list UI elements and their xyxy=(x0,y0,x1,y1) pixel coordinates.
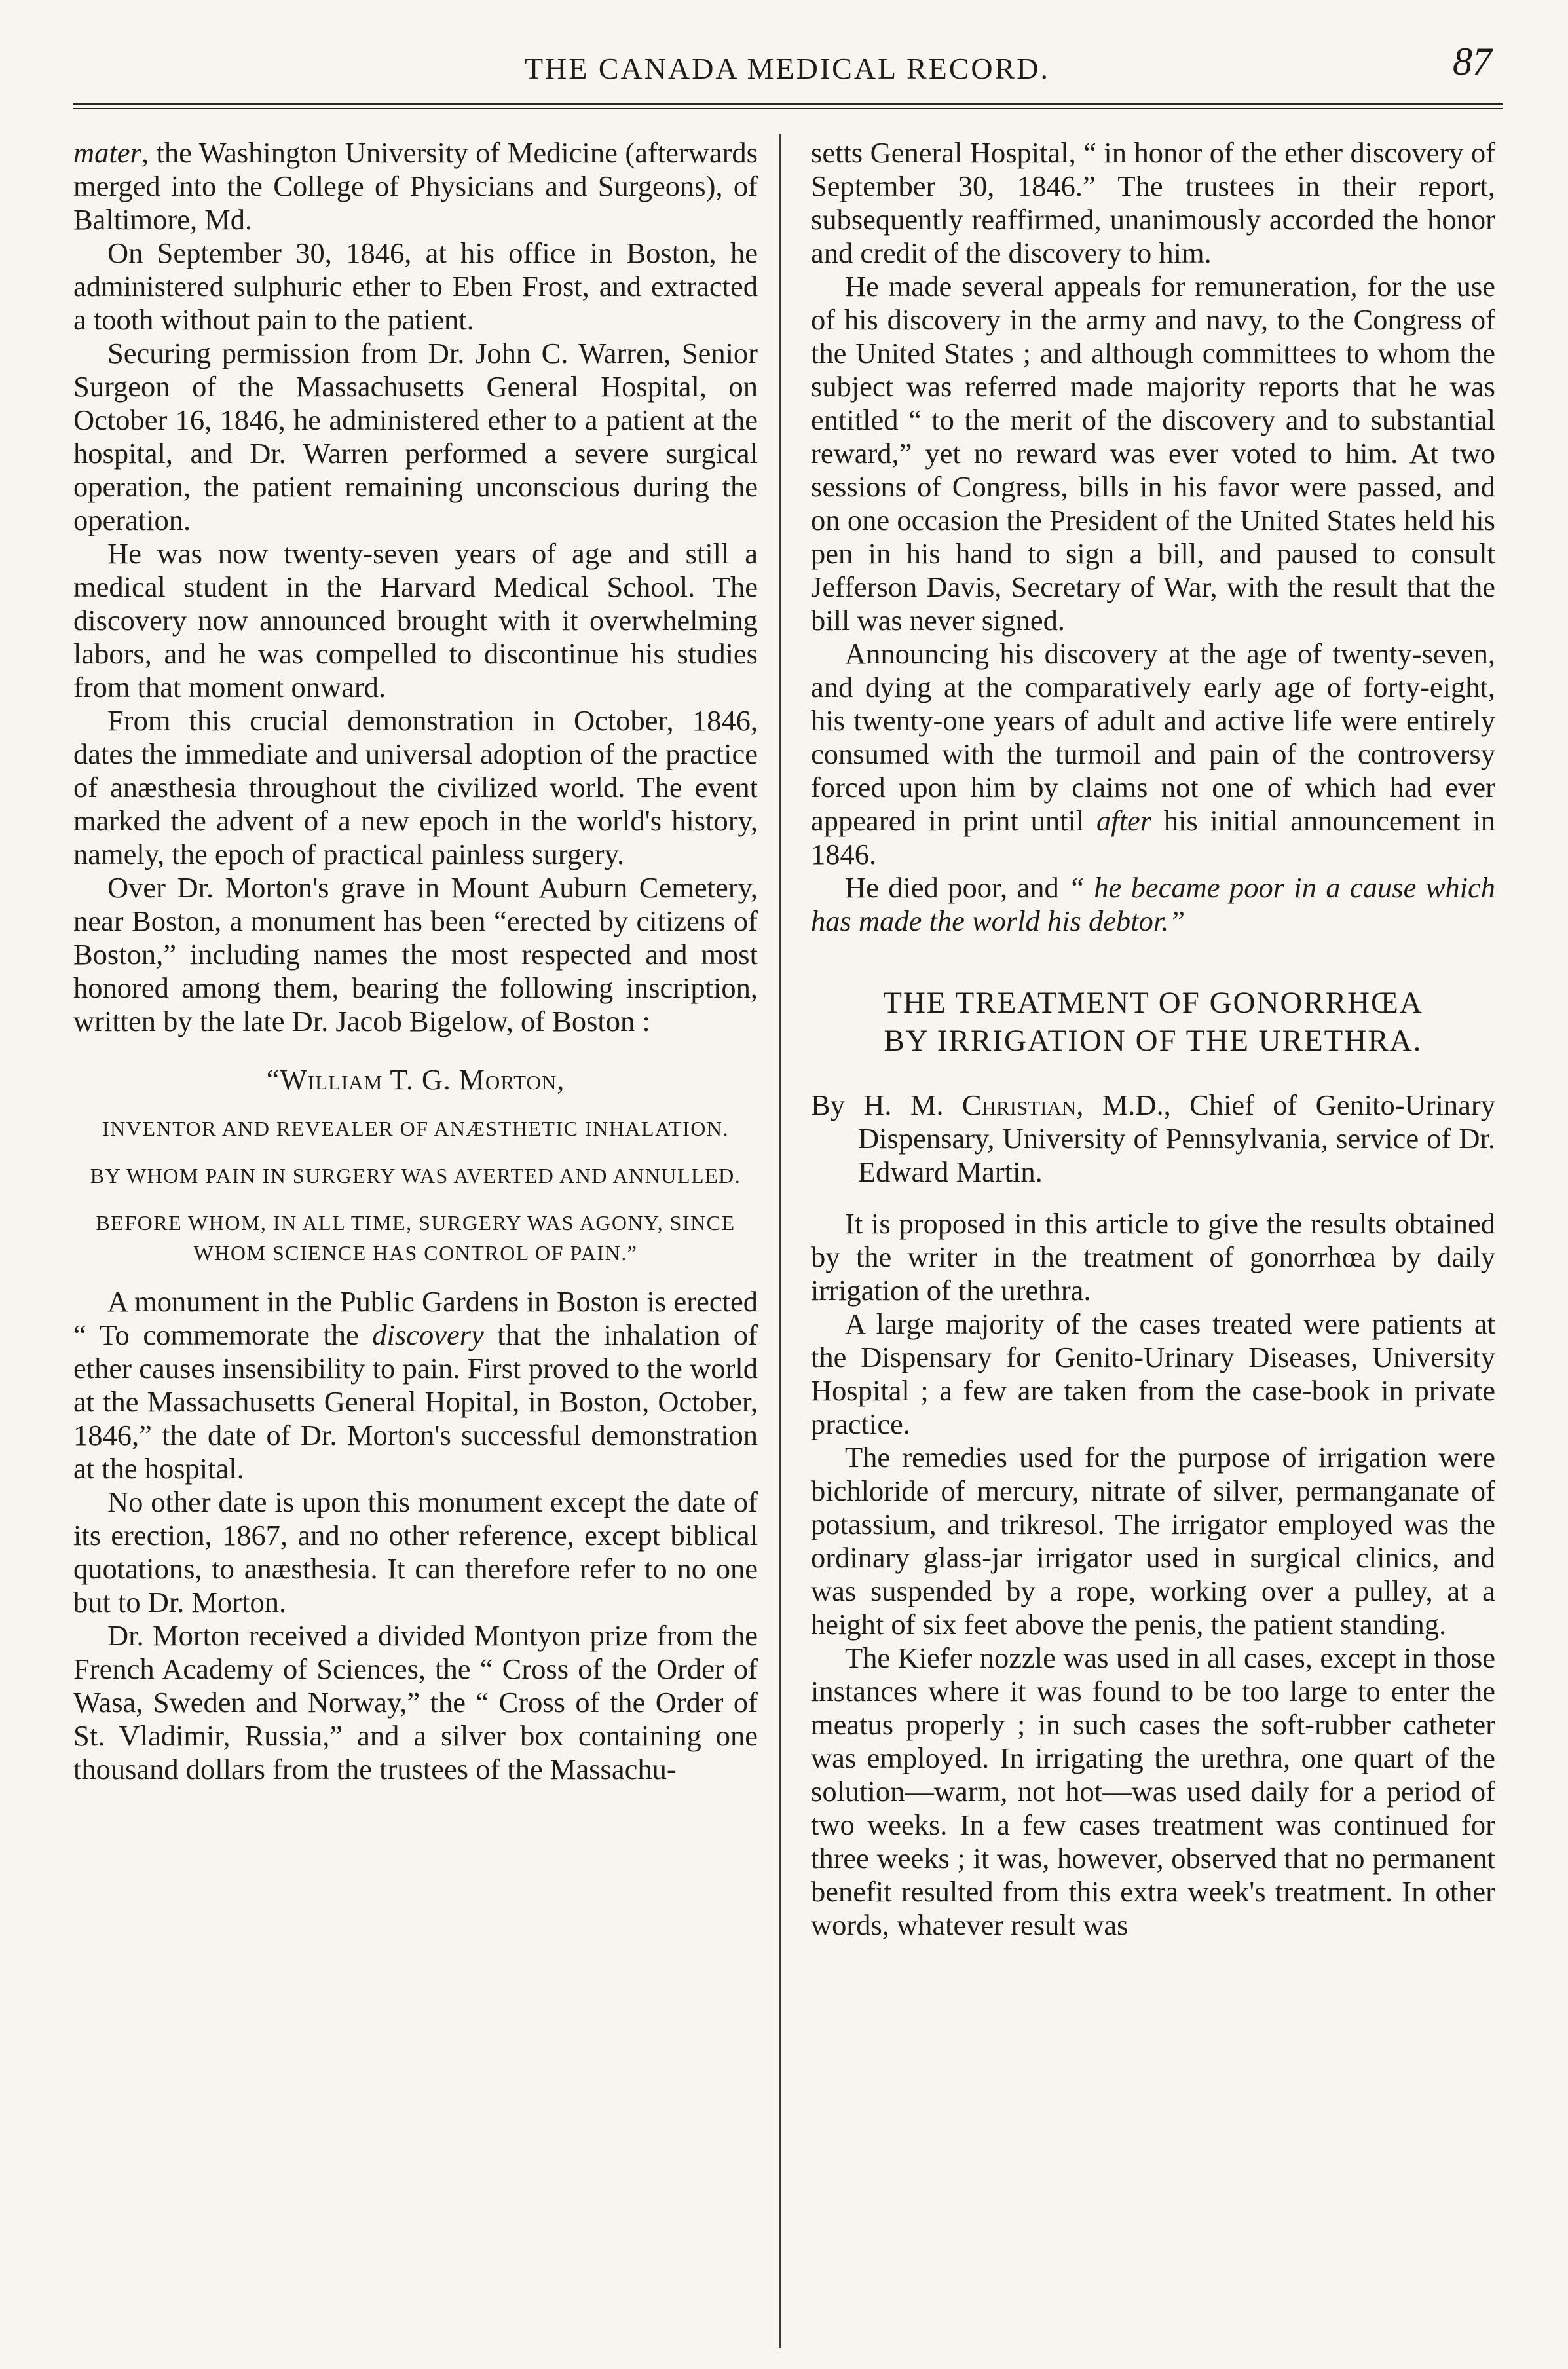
paragraph: Securing permission from Dr. John C. Warren, Senior Surgeon of the Massachusetts General Hospital, on October 16, 1846, he administered ether to a patient at the hospital, and Dr. Warren performed a severe surgical operation, the patient remaining unconscious during the operation. xyxy=(73,337,758,536)
italic-word: mater xyxy=(73,136,141,169)
inscription-line: INVENTOR AND REVEALER OF ANÆSTHETIC INHALATION. xyxy=(102,1117,729,1140)
paragraph: Dr. Morton received a divided Montyon prize from the French Academy of Sciences, the “ Cross of the Order of Wasa, Sweden and Norway,” the “ Cross of the Order of St. Vladimir, Russia,” and a silver box containing one thousand dollars from the trustees of the Massachu- xyxy=(73,1619,758,1785)
paragraph xyxy=(811,871,1495,938)
paragraph xyxy=(811,637,1495,871)
paragraph-text: Announcing his discovery at the age of twenty-seven, and dying at the comparatively early age of forty-eight, his twenty-one years of adult and active life were entirely consumed with the turmoil and pain of the controversy forced upon him by claims not one of which had ever appeared in print until xyxy=(811,637,1495,837)
paragraph-text: his initial announcement in 1846. xyxy=(811,804,1495,870)
paragraph-text: He died poor, and xyxy=(845,871,1069,904)
running-head xyxy=(79,39,1496,92)
article-title xyxy=(811,984,1495,1060)
paragraph: From this crucial demonstration in October, 1846, dates the immediate and universal adoption of the practice of anæsthesia throughout the civilized world. The event marked the advent of a new epoch in the world's history, namely, the epoch of practical painless surgery. xyxy=(73,704,758,870)
italic-word: after xyxy=(1096,804,1152,837)
paragraph: setts General Hospital, “ in honor of the ether discovery of September 30, 1846.” The trustees in their report, subsequently reaffirmed, unanimously accorded the honor and credit of the discovery to him. xyxy=(811,136,1495,269)
paragraph: No other date is upon this monument except the date of its erection, 1867, and no other reference, except biblical quotations, to anæsthesia. It can therefore refer to no one but to Dr. Morton. xyxy=(73,1485,758,1618)
paragraph-text: , the Washington University of Medicine (afterwards merged into the College of Physicians and Surgeons), of Baltimore, Md. xyxy=(73,136,758,236)
left-column xyxy=(73,136,758,1786)
paragraph: Over Dr. Morton's grave in Mount Auburn Cemetery, near Boston, a monument has been “erected by citizens of Boston,” including names the most respected and most honored among them, bearing the following inscription, written by the late Dr. Jacob Bigelow, of Boston : xyxy=(73,871,758,1037)
paragraph: The Kiefer nozzle was used in all cases, except in those instances where it was found to be too large to enter the meatus properly ; in such cases the soft-rubber catheter was employed. In irrigating the urethra, one quart of the solution—warm, not hot—was used daily for a period of two weeks. In a few cases treatment was continued for three weeks ; it was, however, observed that no permanent benefit resulted from this extra week's treatment. In other words, whatever result was xyxy=(811,1641,1495,1941)
running-title: THE CANADA MEDICAL RECORD. xyxy=(524,52,1051,85)
inscription-name: “William T. G. Morton, xyxy=(266,1064,565,1096)
header-rule xyxy=(73,103,1503,109)
byline-text: By H. M. xyxy=(811,1089,962,1121)
column-divider xyxy=(779,134,781,2348)
paragraph: The remedies used for the purpose of irrigation were bichloride of mercury, nitrate of silver, permanganate of potassium, and trikresol. The irrigator employed was the ordinary glass-jar irrigator used in surgical clinics, and was suspended by a rope, working over a pulley, at a height of six feet above the penis, the patient standing. xyxy=(811,1441,1495,1641)
paragraph-text: that the inhalation of ether causes insensibility to pain. First proved to the world at the Massachusetts General Hopital, in Boston, October, 1846,” the date of Dr. Morton's successful demonstration at the hospital. xyxy=(73,1318,758,1485)
paragraph: He made several appeals for remuneration, for the use of his discovery in the army and navy, to the Congress of the United States ; and although committees to whom the subject was referred made majority reports that he was entitled “ to the merit of the discovery and to substantial reward,” yet no reward was ever voted to him. At two sessions of Congress, bills in his favor were passed, and on one occasion the President of the United States held his pen in his hand to sign a bill, and paused to consult Jefferson Davis, Secretary of War, with the result that the bill was never signed. xyxy=(811,270,1495,637)
paragraph xyxy=(73,1285,758,1485)
paragraph-text: A monument in the Public Gardens in Boston is erected “ To commemorate the xyxy=(73,1285,758,1351)
paragraph: He was now twenty-seven years of age and still a medical student in the Harvard Medical School. The discovery now announced brought with it overwhelming labors, and he was compelled to discontinue his studies from that moment onward. xyxy=(73,537,758,703)
inscription-line: BEFORE WHOM, IN ALL TIME, SURGERY WAS AGONY, SINCE WHOM SCIENCE HAS CONTROL OF PAIN.” xyxy=(96,1211,736,1265)
italic-word: discovery xyxy=(372,1318,484,1351)
italic-quote: “ he became poor in a cause which has made the world his debtor.” xyxy=(811,871,1495,937)
paragraph: It is proposed in this article to give the results obtained by the writer in the treatment of gonorrhœa by daily irrigation of the urethra. xyxy=(811,1207,1495,1307)
right-column xyxy=(811,136,1495,1942)
inscription-line: BY WHOM PAIN IN SURGERY WAS AVERTED AND ANNULLED. xyxy=(90,1164,741,1187)
author-name: Christian xyxy=(961,1089,1077,1121)
article-title-line: BY IRRIGATION OF THE URETHRA. xyxy=(884,1024,1423,1058)
page-number: 87 xyxy=(1453,40,1492,83)
article-title-line: THE TREATMENT OF GONORRHŒA xyxy=(883,986,1423,1020)
byline xyxy=(811,1089,1495,1189)
paragraph xyxy=(73,136,758,236)
paragraph: On September 30, 1846, at his office in Boston, he administered sulphuric ether to Eben Frost, and extracted a tooth without pain to the patient. xyxy=(73,236,758,336)
paragraph: A large majority of the cases treated were patients at the Dispensary for Genito-Urinary Diseases, University Hospital ; a few are taken from the case-book in private practice. xyxy=(811,1307,1495,1440)
byline-text: , M.D., Chief of Genito-Urinary Dispensary, University of Pennsylvania, service of Dr. Edward Martin. xyxy=(858,1089,1495,1188)
